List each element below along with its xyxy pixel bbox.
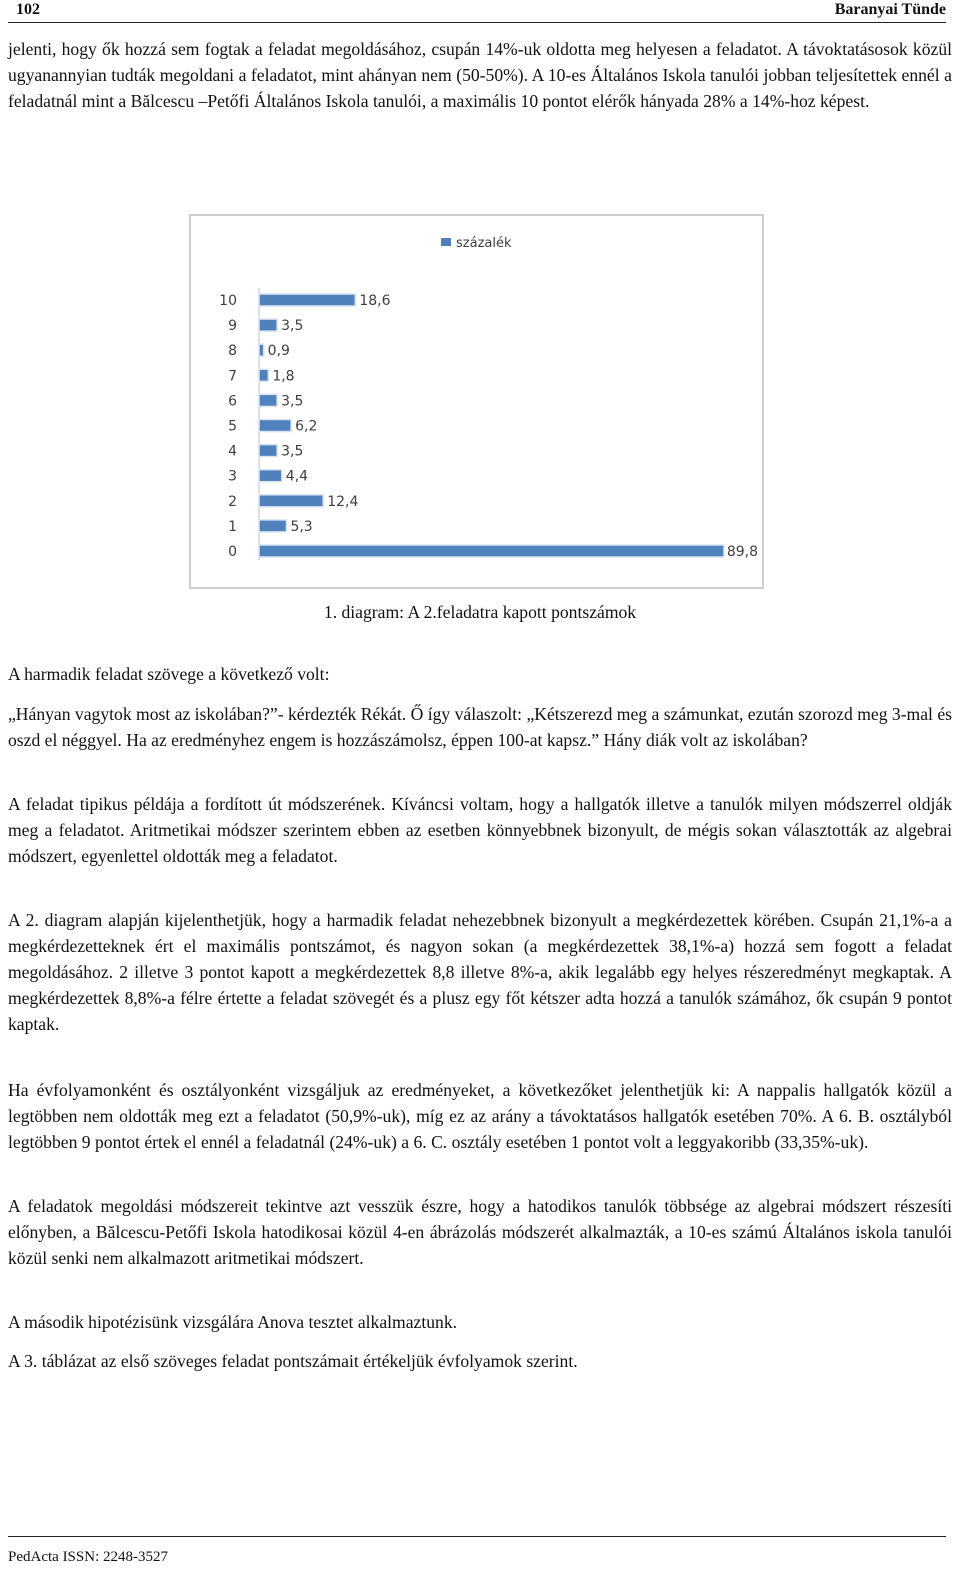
legend-label: százalék <box>456 236 512 251</box>
bar-0 <box>259 545 724 557</box>
data-label-5: 6,2 <box>295 418 318 435</box>
hypothesis-paragraph: A második hipotézisünk vizsgálára Anova tesztet alkalmaztunk. <box>8 1312 458 1332</box>
bar-6 <box>259 394 277 406</box>
bar-8 <box>259 344 264 356</box>
task-intro: A harmadik feladat szövege a következő volt: <box>8 664 330 684</box>
task-text: „Hányan vagytok most az iskolában?”- kérdezték Rékát. Ő így válaszolt: „Kétszerezd meg a számunkat, ezután szorozd meg 3-mal és oszd el néggyel. Ha az eredményhez engem is hozzászámolsz, éppen 100-at kapsz.” Hány diák volt az iskolában? <box>8 704 952 750</box>
bar-7 <box>259 369 268 381</box>
y-tick-label: 0 <box>228 544 237 560</box>
class-results-paragraph: Ha évfolyamonként és osztályonként vizsgáljuk az eredményeket, a következőket jelenthetjük ki: A nappalis hallgatók közül a legtöbben nem oldották meg ezt a feladatot (50,9%-uk), míg ez az arány a távoktatásos hallgatók esetében 70%. A 6. B. osztályból legtöbben 9 pontot értek el ennél a feladatnál (24%-uk) a 6. C. osztály esetében 1 pontot volt a leggyakoribb (33,35%-uk). <box>8 1080 952 1152</box>
data-label-7: 1,8 <box>272 368 295 385</box>
page-footer <box>8 1536 946 1565</box>
y-tick-label: 6 <box>228 393 237 410</box>
bar-chart <box>189 214 764 589</box>
table-intro-paragraph: A 3. táblázat az első szöveges feladat pontszámait értékeljük évfolyamok szerint. <box>8 1351 578 1371</box>
bar-9 <box>259 319 277 331</box>
method-paragraph: A feladat tipikus példája a fordított út módszerének. Kíváncsi voltam, hogy a hallgatók illetve a tanulók milyen módszerrel oldják meg a feladatot. Aritmetikai módszer szerintem ebben az esetben könnyebbnek bizonyult, de mégis sokan választották az algebrai módszert, egyenlettel oldották meg a feladatot. <box>8 794 952 866</box>
bars-group <box>219 293 758 560</box>
data-label-2: 12,4 <box>327 493 359 510</box>
bar-2 <box>259 495 323 507</box>
data-label-9: 3,5 <box>281 318 304 335</box>
intro-paragraph: jelenti, hogy ők hozzá sem fogtak a feladat megoldásához, csupán 14%-uk oldotta meg helyesen a feladatot. A távoktatásosok közül ugyanannyian tudták megoldani a feladatot, mint ahányan nem (50-50%). A 10-es Általános Iskola tanulói jobban teljesítettek ennél a feladatnál mint a Bălcescu –Petőfi Általános Iskola tanulói, a maximális 10 pontot elérők hányada 28% a 14%-hoz képest. <box>8 39 952 111</box>
running-header-author: Baranyai Tünde <box>834 1 946 18</box>
bar-10 <box>259 294 355 306</box>
bar-3 <box>259 470 282 482</box>
figure-caption: 1. diagram: A 2.feladatra kapott pontszámok <box>323 602 637 622</box>
data-label-0: 89,8 <box>726 544 758 560</box>
y-tick-label: 7 <box>228 368 237 385</box>
bar-1 <box>259 520 286 532</box>
data-label-1: 5,3 <box>290 518 313 535</box>
y-tick-label: 3 <box>228 468 237 485</box>
legend-swatch <box>441 238 451 246</box>
y-tick-label: 2 <box>228 493 237 510</box>
page-number: 102 <box>16 1 40 18</box>
y-tick-label: 4 <box>228 443 237 460</box>
y-tick-label: 5 <box>228 418 237 435</box>
issn: PedActa ISSN: 2248-3527 <box>8 1549 168 1565</box>
data-label-3: 4,4 <box>285 468 309 485</box>
methods-observation-paragraph: A feladatok megoldási módszereit tekintve azt vesszük észre, hogy a hatodikos tanulók többsége az algebrai módszert részesíti előnyben, a Bălcescu-Petőfi Iskola hatodikosai közül 4-en ábrázolás módszerét alkalmazták, a 10-es számú Általános iskola tanulói közül senki nem alkalmazott aritmetikai módszert. <box>8 1196 952 1268</box>
data-label-4: 3,5 <box>281 443 304 460</box>
y-tick-label: 1 <box>228 518 237 535</box>
bar-4 <box>259 445 277 457</box>
data-label-6: 3,5 <box>281 393 304 410</box>
running-header <box>8 0 946 23</box>
data-label-8: 0,9 <box>267 343 290 360</box>
y-tick-label: 9 <box>228 318 237 335</box>
chart-svg <box>191 216 762 587</box>
bar-5 <box>259 420 291 432</box>
y-tick-label: 8 <box>228 343 237 360</box>
results-paragraph: A 2. diagram alapján kijelenthetjük, hogy a harmadik feladat nehezebbnek bizonyult a megkérdezettek körében. Csupán 21,1%-a a megkérdezetteknek ért el maximális pontszámot, és nagyon sokan (a megkérdezettek 38,1%-a) hozzá sem fogott a feladat megoldásához. 2 illetve 3 pontot kapott a megkérdezettek 8,8 illetve 8%-a, akik legalább egy helyes részeredményt megkaptak. A megkérdezettek 8,8%-a félre értette a feladat szövegét és a plusz egy főt kétszer adta hozzá a tanulók számához, ők csupán 9 pontot kaptak. <box>8 910 952 1034</box>
data-label-10: 18,6 <box>359 293 391 309</box>
y-tick-label: 10 <box>219 293 237 309</box>
